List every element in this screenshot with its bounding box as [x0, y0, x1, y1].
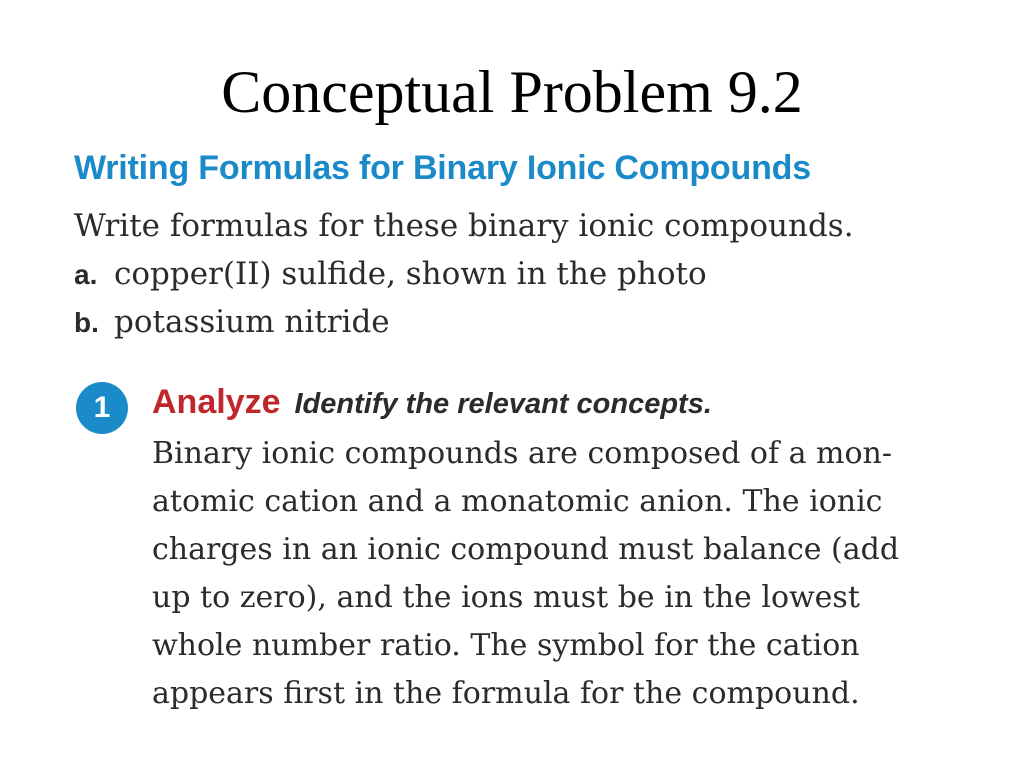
problem-heading: Writing Formulas for Binary Ionic Compounds [74, 149, 811, 187]
step-body-line: up to zero), and the ions must be in the lowest [152, 580, 860, 615]
problem-item-a [74, 254, 707, 295]
step-label: Analyze [152, 383, 281, 421]
item-marker-b: b. [74, 307, 99, 338]
step-body-line: charges in an ionic compound must balance (add [152, 532, 900, 567]
problem-intro: Write formulas for these binary ionic compounds. [74, 208, 854, 244]
item-marker-a: a. [74, 259, 98, 290]
step-subtitle: Identify the relevant concepts. [294, 388, 712, 420]
step-body-line: atomic cation and a monatomic anion. The ionic [152, 484, 883, 519]
step-body-line: whole number ratio. The symbol for the cation [152, 628, 860, 663]
step-number-badge: 1 [76, 382, 128, 434]
item-text-b: potassium nitride [114, 304, 390, 340]
step-header [152, 380, 712, 426]
step-body [152, 430, 952, 718]
item-text-a: copper(II) sulfide, shown in the photo [114, 256, 707, 292]
problem-item-b [74, 302, 390, 343]
step-body-line: appears first in the formula for the compound. [152, 676, 860, 711]
slide-title: Conceptual Problem 9.2 [221, 59, 803, 125]
step-body-line: Binary ionic compounds are composed of a mon- [152, 436, 893, 471]
